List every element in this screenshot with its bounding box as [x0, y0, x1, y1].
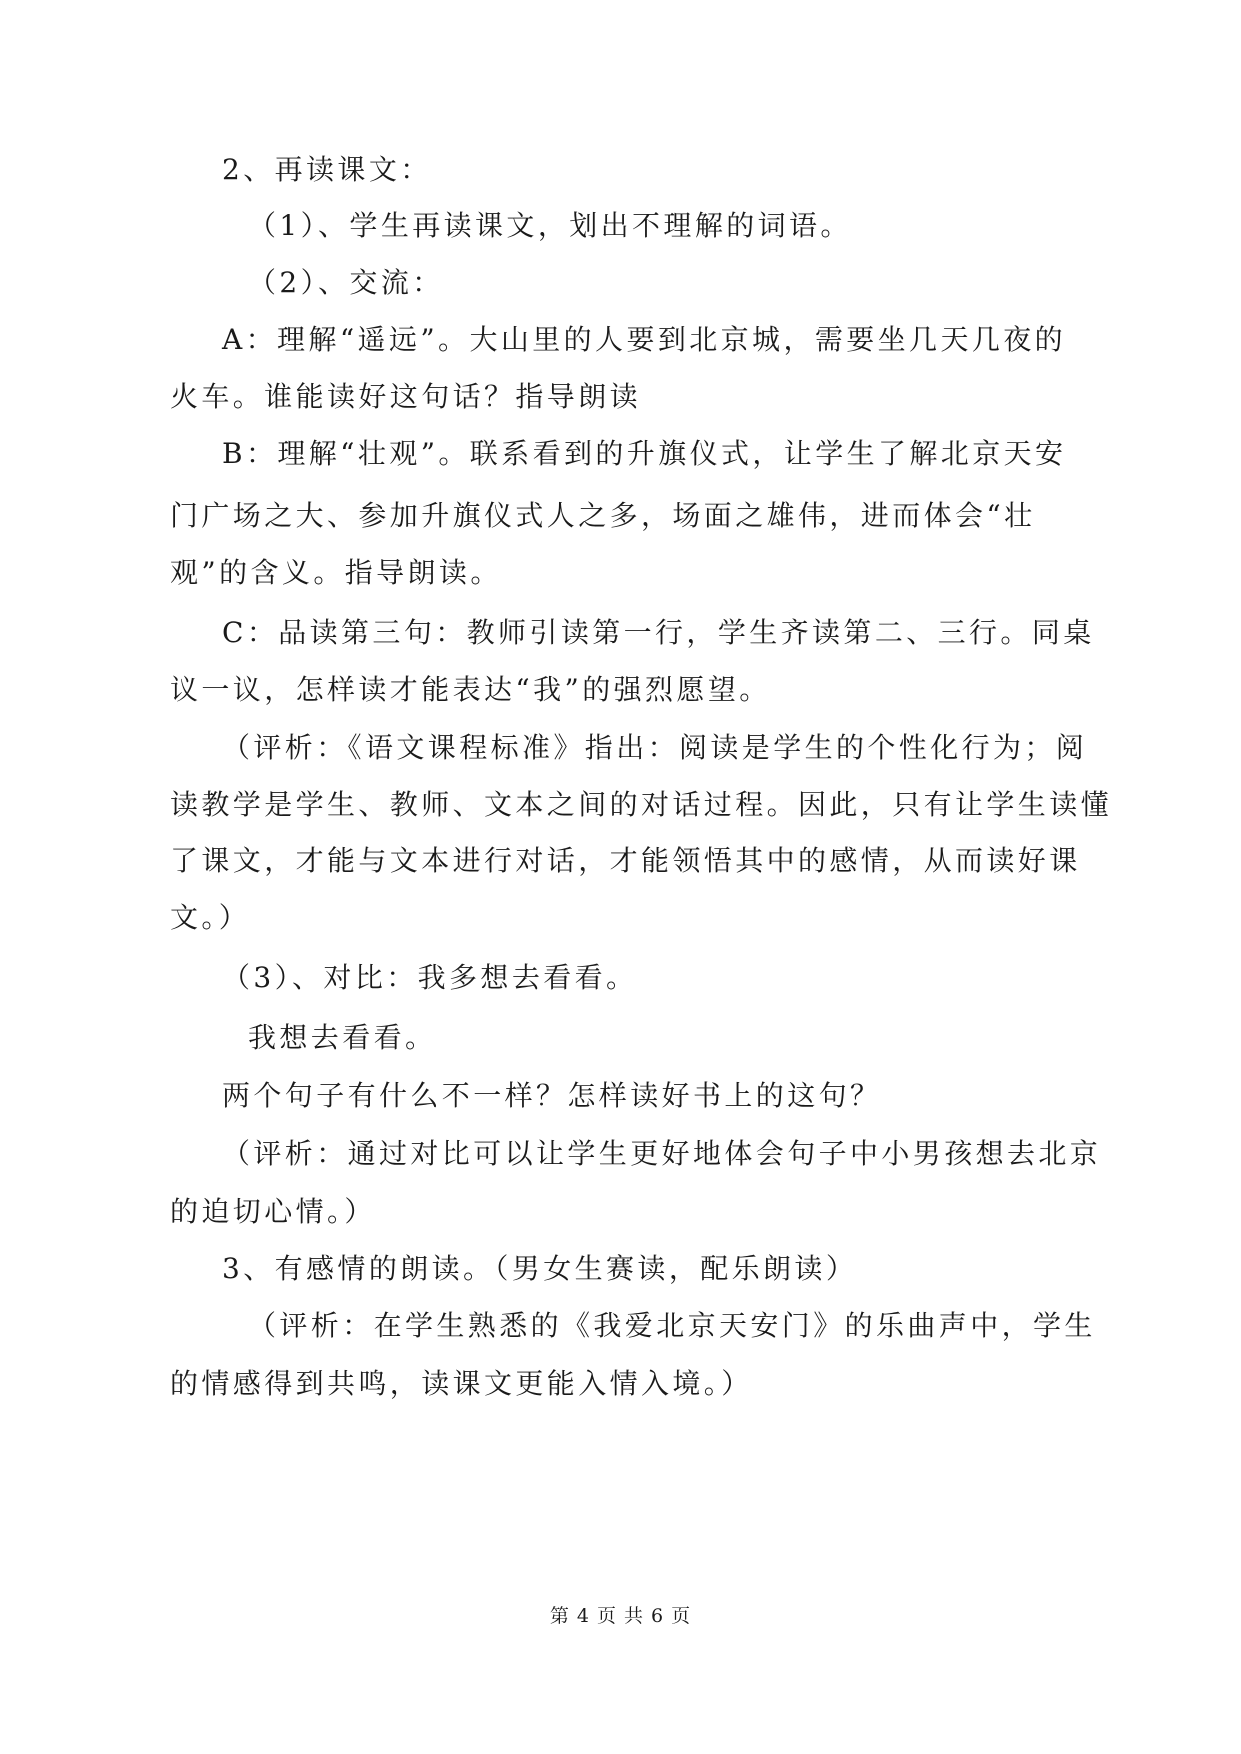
item-b-line-1: B：理解“壮观”。联系看到的升旗仪式，让学生了解北京天安 [222, 437, 1067, 470]
item-b-line-3: 观”的含义。指导朗读。 [170, 556, 502, 589]
item-a-line-2: 火车。谁能读好这句话？指导朗读 [170, 380, 642, 413]
comment-1-line-3: 了课文，才能与文本进行对话，才能领悟其中的感情，从而读好课 [170, 844, 1081, 877]
heading-emotional-reading: 3、有感情的朗读。（男女生赛读，配乐朗读） [222, 1252, 858, 1285]
page-number-footer: 第 4 页 共 6 页 [549, 1605, 692, 1627]
step-1-line: （1）、学生再读课文，划出不理解的词语。 [248, 209, 852, 242]
item-c-line-2: 议一议，怎样读才能表达“我”的强烈愿望。 [170, 673, 771, 706]
step-3-line: （3）、对比：我多想去看看。 [222, 961, 638, 994]
comment-1-line-1: （评析：《语文课程标准》指出：阅读是学生的个性化行为；阅 [222, 731, 1088, 764]
item-c-line-1: C：品读第三句：教师引读第一行，学生齐读第二、三行。同桌 [222, 616, 1095, 649]
comment-1-line-2: 读教学是学生、教师、文本之间的对话过程。因此，只有让学生读懂 [170, 788, 1113, 821]
question-line: 两个句子有什么不一样？怎样读好书上的这句？ [222, 1079, 882, 1112]
item-a-line-1: A：理解“遥远”。大山里的人要到北京城，需要坐几天几夜的 [222, 323, 1067, 356]
comment-2-line-2: 的迫切心情。） [170, 1195, 376, 1228]
item-b-line-2: 门广场之大、参加升旗仪式人之多，场面之雄伟，进而体会“壮 [170, 499, 1036, 532]
step-2-line: （2）、交流： [248, 266, 444, 299]
comment-2-line-1: （评析：通过对比可以让学生更好地体会句子中小男孩想去北京 [222, 1137, 1102, 1170]
comment-3-line-2: 的情感得到共鸣，读课文更能入情入境。） [170, 1367, 753, 1400]
comment-3-line-1: （评析：在学生熟悉的《我爱北京天安门》的乐曲声中，学生 [248, 1309, 1096, 1342]
sentence-compare: 我想去看看。 [248, 1021, 437, 1054]
comment-1-line-4: 文。） [170, 901, 251, 934]
heading-reread: 2、再读课文： [222, 153, 432, 186]
